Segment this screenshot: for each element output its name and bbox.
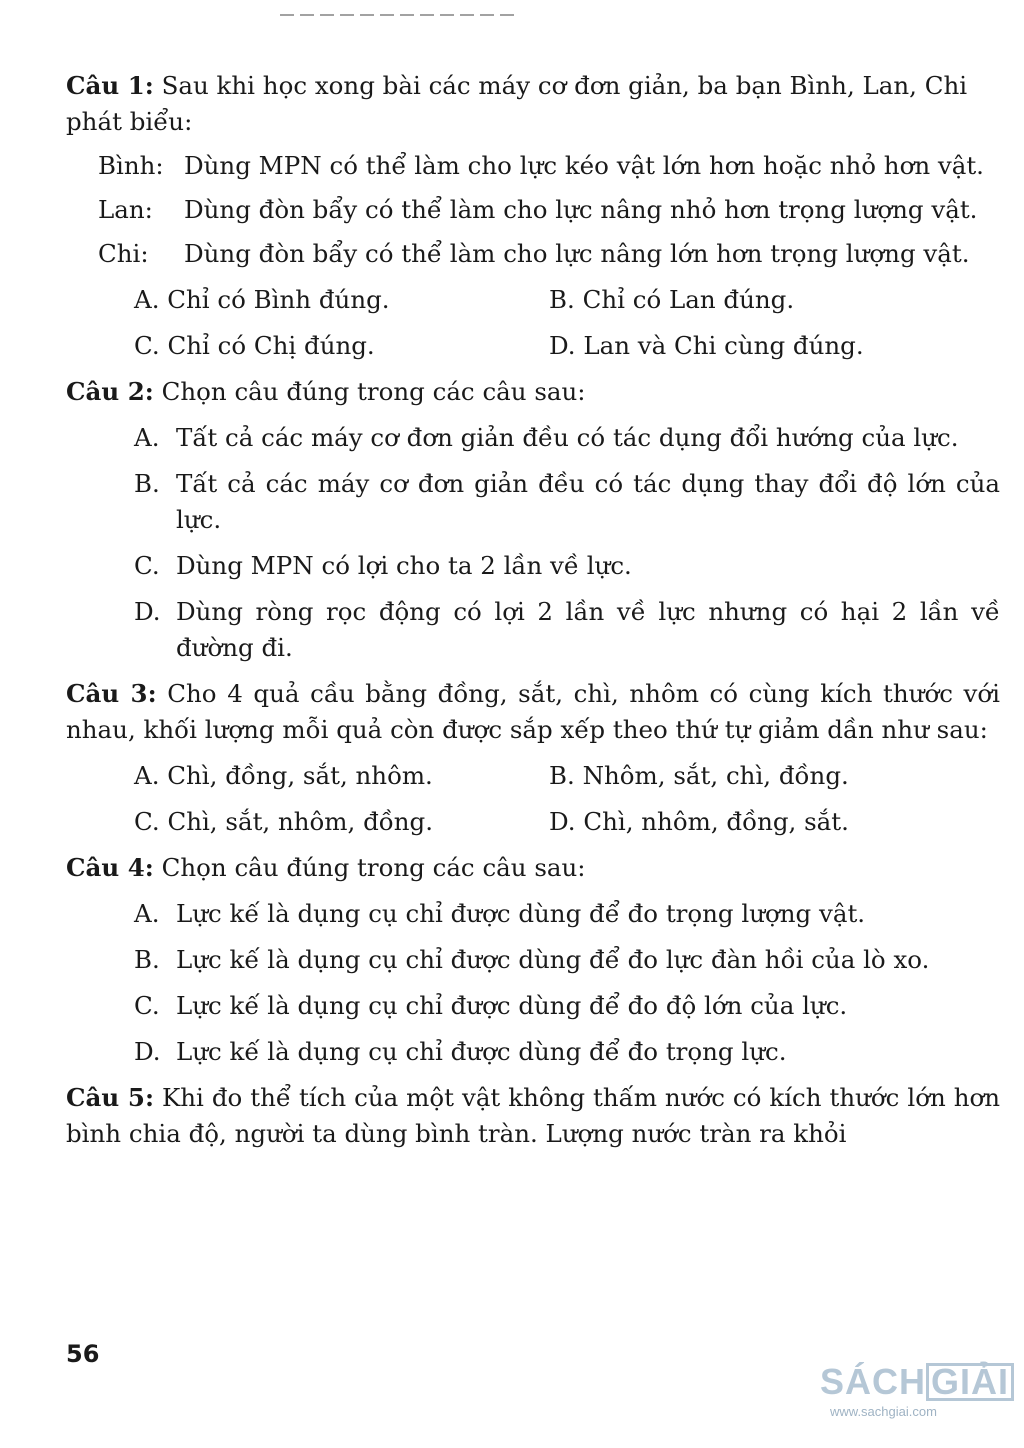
option-c: C. Chỉ có Chị đúng. xyxy=(134,331,375,360)
question-2 xyxy=(66,374,1000,410)
question-1-text: Sau khi học xong bài các máy cơ đơn giản, ba bạn Bình, Lan, Chi phát biểu: xyxy=(66,71,968,136)
option-letter: A. xyxy=(134,899,160,928)
option-letter: D. xyxy=(134,597,161,626)
option-a xyxy=(66,420,1000,456)
question-2-text: Chọn câu đúng trong các câu sau: xyxy=(153,377,586,406)
option-text: Lực kế là dụng cụ chỉ được dùng để đo trọng lực. xyxy=(176,1037,787,1066)
option-d xyxy=(66,1034,1000,1070)
question-1 xyxy=(66,68,1000,140)
statement-speaker: Lan: xyxy=(98,195,153,224)
option-d: D. Lan và Chi cùng đúng. xyxy=(549,331,864,360)
statement-text: Dùng MPN có thể làm cho lực kéo vật lớn hơn hoặc nhỏ hơn vật. xyxy=(184,151,984,180)
option-text: Dùng MPN có lợi cho ta 2 lần về lực. xyxy=(176,551,632,580)
header-rule xyxy=(280,14,520,16)
statement-speaker: Chi: xyxy=(98,239,149,268)
option-text: Lực kế là dụng cụ chỉ được dùng để đo lực đàn hồi của lò xo. xyxy=(176,945,930,974)
watermark-logo-left: SÁCH xyxy=(820,1361,927,1402)
question-5 xyxy=(66,1080,1000,1152)
watermark-logo-text xyxy=(820,1362,1020,1402)
statement-text: Dùng đòn bẩy có thể làm cho lực nâng lớn hơn trọng lượng vật. xyxy=(184,239,970,268)
option-letter: B. xyxy=(134,945,160,974)
option-a: A. Chì, đồng, sắt, nhôm. xyxy=(134,761,433,790)
statement-chi xyxy=(66,236,1000,272)
question-4-text: Chọn câu đúng trong các câu sau: xyxy=(153,853,586,882)
option-c: C. Chì, sắt, nhôm, đồng. xyxy=(134,807,434,836)
option-d: D. Chì, nhôm, đồng, sắt. xyxy=(549,807,849,836)
option-a: A. Chỉ có Bình đúng. xyxy=(134,285,390,314)
option-text: Dùng ròng rọc động có lợi 2 lần về lực nhưng có hại 2 lần về đường đi. xyxy=(176,597,1000,662)
statement-speaker: Bình: xyxy=(98,151,164,180)
option-text: Tất cả các máy cơ đơn giản đều có tác dụng đổi hướng của lực. xyxy=(176,423,959,452)
question-3-options xyxy=(66,758,1000,840)
option-b: B. Chỉ có Lan đúng. xyxy=(549,285,795,314)
option-b: B. Nhôm, sắt, chì, đồng. xyxy=(549,761,849,790)
option-c xyxy=(66,988,1000,1024)
option-d xyxy=(66,594,1000,666)
option-a xyxy=(66,896,1000,932)
questions-block xyxy=(66,68,1000,1152)
watermark-url: www.sachgiai.com xyxy=(830,1404,937,1419)
question-4 xyxy=(66,850,1000,886)
statement-lan xyxy=(66,192,1000,228)
option-letter: C. xyxy=(134,991,160,1020)
option-letter: D. xyxy=(134,1037,161,1066)
option-letter: A. xyxy=(134,423,160,452)
question-2-label: Câu 2: xyxy=(66,377,154,406)
option-letter: C. xyxy=(134,551,160,580)
question-1-options xyxy=(66,282,1000,364)
option-letter: B. xyxy=(134,469,160,498)
question-3 xyxy=(66,676,1000,748)
watermark-logo xyxy=(820,1362,1020,1442)
option-text: Lực kế là dụng cụ chỉ được dùng để đo trọng lượng vật. xyxy=(176,899,866,928)
question-1-label: Câu 1: xyxy=(66,71,154,100)
watermark-logo-boxed: GIẢI xyxy=(926,1363,1014,1401)
question-3-label: Câu 3: xyxy=(66,679,157,708)
statement-binh xyxy=(66,148,1000,184)
question-5-label: Câu 5: xyxy=(66,1083,154,1112)
question-5-text: Khi đo thể tích của một vật không thấm nước có kích thước lớn hơn bình chia độ, người ta dùng bình tràn. Lượng nước tràn ra khỏi xyxy=(66,1083,1000,1148)
question-3-text: Cho 4 quả cầu bằng đồng, sắt, chì, nhôm có cùng kích thước với nhau, khối lượng mỗi quả còn được sắp xếp theo thứ tự giảm dần như sau: xyxy=(66,679,1000,744)
question-4-label: Câu 4: xyxy=(66,853,154,882)
page-number: 56 xyxy=(66,1340,100,1368)
option-b xyxy=(66,942,1000,978)
option-text: Lực kế là dụng cụ chỉ được dùng để đo độ lớn của lực. xyxy=(176,991,848,1020)
option-text: Tất cả các máy cơ đơn giản đều có tác dụng thay đổi độ lớn của lực. xyxy=(176,469,1000,534)
statement-text: Dùng đòn bẩy có thể làm cho lực nâng nhỏ hơn trọng lượng vật. xyxy=(184,195,978,224)
option-c xyxy=(66,548,1000,584)
option-b xyxy=(66,466,1000,538)
